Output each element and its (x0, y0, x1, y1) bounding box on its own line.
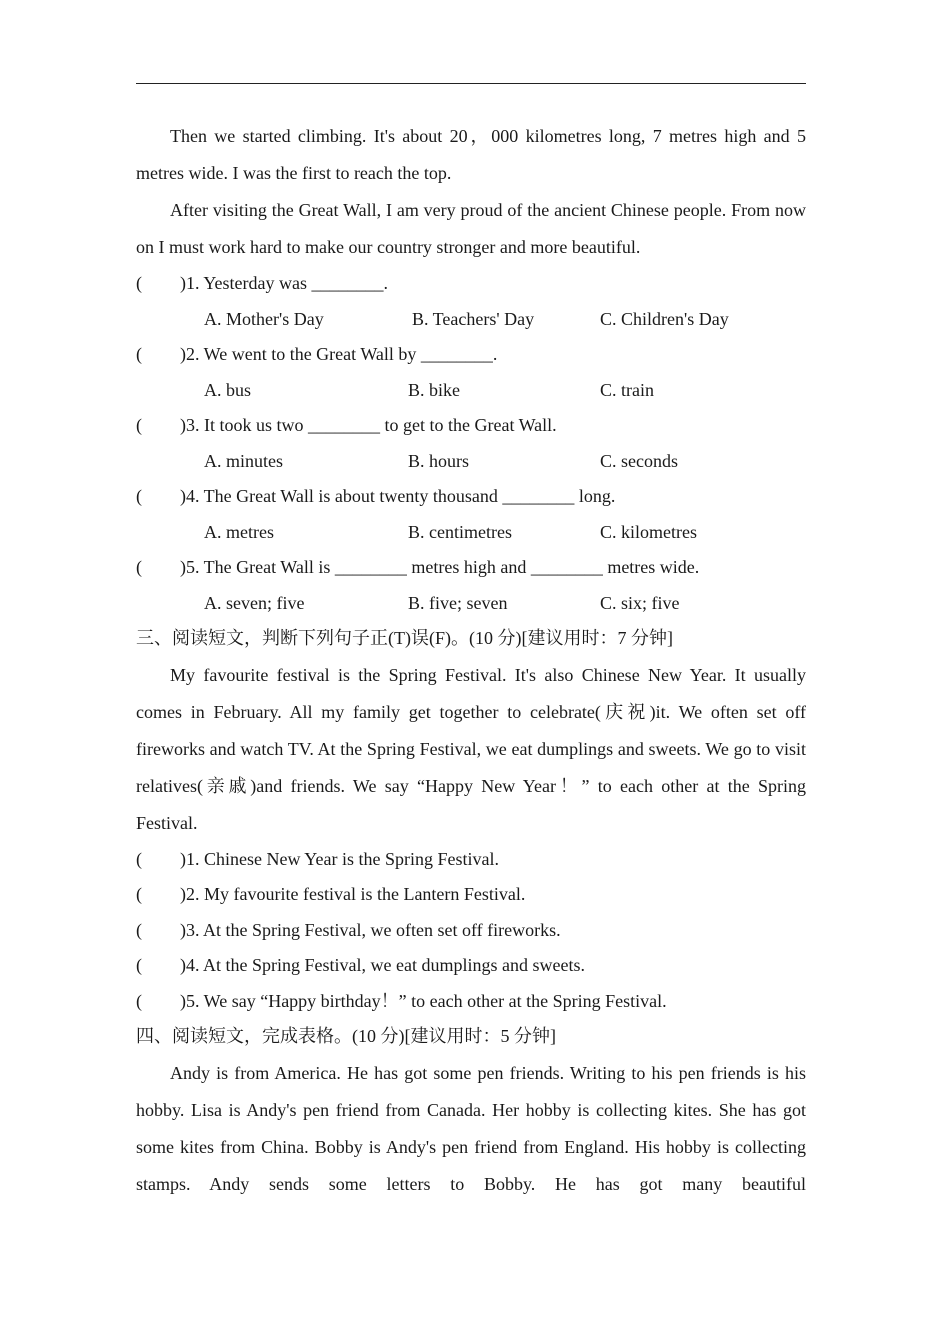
option-c: C. six; five (600, 592, 680, 613)
option-b: B. five; seven (408, 592, 508, 613)
question-4 (136, 479, 806, 515)
tf-item-text: )4. At the Spring Festival, we eat dumplings and sweets. (180, 955, 585, 975)
tf-item-text: )2. My favourite festival is the Lantern Festival. (180, 884, 526, 904)
question-1-options (136, 302, 806, 338)
option-c: C. kilometres (600, 521, 697, 542)
section-3-passage: My favourite festival is the Spring Festival. It's also Chinese New Year. It usually comes in February. All my family get together to celebrate(庆祝)it. We often set off fireworks and watch TV. At the Spring Festival, we eat dumplings and sweets. We go to visit relatives(亲戚)and friends. We say “Happy New Year！” to each other at the Spring Festival. (136, 664, 806, 833)
question-2 (136, 337, 806, 373)
tf-item-text: )3. At the Spring Festival, we often set off fireworks. (180, 919, 561, 940)
question-4-options (136, 515, 806, 551)
question-text: )3. It took us two ________ to get to the Great Wall. (180, 415, 557, 435)
question-text: )1. Yesterday was ________. (180, 273, 388, 293)
tf-item-text: )1. Chinese New Year is the Spring Festival. (180, 848, 499, 869)
option-c: C. seconds (600, 450, 678, 471)
answer-blank[interactable]: ( (136, 415, 142, 435)
answer-blank[interactable]: ( (136, 557, 142, 577)
tf-item-2 (136, 877, 806, 913)
tf-item-5 (136, 984, 806, 1020)
question-3-options (136, 444, 806, 480)
option-c: C. Children's Day (600, 308, 729, 329)
option-b: B. bike (408, 379, 460, 400)
header-rule (136, 83, 806, 84)
question-5-options (136, 586, 806, 622)
option-a: A. seven; five (204, 592, 305, 613)
answer-blank[interactable]: ( (136, 848, 142, 869)
question-5 (136, 550, 806, 586)
answer-blank[interactable]: ( (136, 955, 142, 975)
question-text: )5. The Great Wall is ________ metres high and ________ metres wide. (180, 557, 700, 577)
option-b: B. hours (408, 450, 470, 471)
answer-blank[interactable]: ( (136, 919, 142, 940)
question-text: )4. The Great Wall is about twenty thousand ________ long. (180, 486, 616, 506)
answer-blank[interactable]: ( (136, 273, 142, 293)
option-b: B. centimetres (408, 521, 512, 542)
option-a: A. Mother's Day (204, 308, 324, 329)
tf-item-text: )5. We say “Happy birthday！” to each other at the Spring Festival. (180, 990, 667, 1011)
tf-item-1 (136, 842, 806, 878)
section-4-passage: Andy is from America. He has got some pen friends. Writing to his pen friends is his hobby. Lisa is Andy's pen friend from Canada. Her hobby is collecting kites. She has got some kites from China. Bobby is Andy's pen friend from England. His hobby is collecting stamps. Andy sends some letters to Bobby. He has got many beautiful (136, 1062, 806, 1194)
answer-blank[interactable]: ( (136, 344, 142, 364)
question-1 (136, 266, 806, 302)
answer-blank[interactable]: ( (136, 990, 142, 1011)
section-3-heading: 三、阅读短文，判断下列句子正(T)误(F)。(10 分)[建议用时：7 分钟] (136, 628, 673, 648)
passage1-paragraph-2: After visiting the Great Wall, I am very proud of the ancient Chinese people. From now on I must work hard to make our country stronger and more beautiful. (136, 200, 806, 257)
passage1-paragraph-1: Then we started climbing. It's about 20，000 kilometres long, 7 metres high and 5 metres wide. I was the first to reach the top. (136, 126, 806, 183)
answer-blank[interactable]: ( (136, 884, 142, 904)
option-a: A. minutes (204, 450, 283, 471)
tf-item-3 (136, 913, 806, 949)
question-3 (136, 408, 806, 444)
option-a: A. bus (204, 379, 252, 400)
answer-blank[interactable]: ( (136, 486, 142, 506)
section-4-heading: 四、阅读短文，完成表格。(10 分)[建议用时：5 分钟] (136, 1026, 556, 1046)
question-text: )2. We went to the Great Wall by ________. (180, 344, 498, 364)
question-2-options (136, 373, 806, 409)
tf-item-4 (136, 948, 806, 984)
option-a: A. metres (204, 521, 274, 542)
option-c: C. train (600, 379, 654, 400)
document-body (136, 118, 806, 1203)
option-b: B. Teachers' Day (412, 308, 535, 329)
